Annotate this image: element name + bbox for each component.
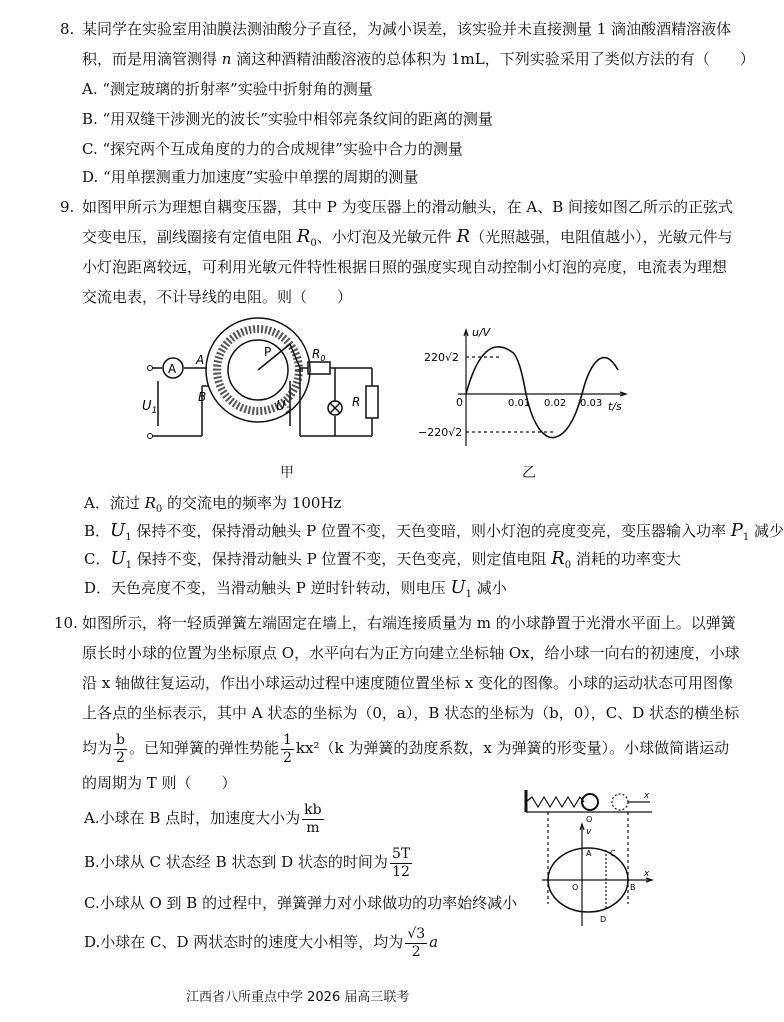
- point-c-label: C: [610, 849, 616, 858]
- x-label-bottom: x: [644, 869, 650, 879]
- u-max-label: 220√2: [424, 351, 460, 364]
- r-label: R: [352, 395, 361, 409]
- q9-line2: 交变电压，副线圈接有定值电阻 $R_0$、小灯泡及光敏元件 R（光照越强，电阻值越小），光敏元件与: [82, 226, 733, 249]
- origin-label: 0: [456, 396, 463, 409]
- q9-option-b: B．$U_1$ 保持不变，保持滑动触头 P 位置不变，天色变暗，则小灯泡的亮度变亮，变压器输入功率 $P_1$ 减少: [84, 520, 784, 543]
- point-a-label: A: [586, 849, 592, 858]
- q8-option-a: A. “测定玻璃的折射率”实验中折射角的测量: [82, 80, 373, 98]
- ammeter-label: A: [168, 362, 177, 376]
- q8-stem-line1: 某同学在实验室用油膜法测油酸分子直径，为减小误差，该实验并未直接测量 1 滴油酸酒精溶液体: [82, 20, 732, 38]
- ball-dashed: [612, 794, 628, 810]
- q9-option-d: D．天色亮度不变，当滑动触头 P 逆时针转动，则电压 $U_1$ 减小: [84, 577, 507, 600]
- tick-001: 0.01: [508, 398, 531, 409]
- slider-p-label: P: [264, 345, 272, 359]
- u-axis-label: u/V: [472, 326, 491, 339]
- v-label: v: [586, 827, 592, 837]
- q10-option-c: C.小球从 O 到 B 的过程中，弹簧弹力对小球做功的功率始终减小: [84, 894, 518, 912]
- u2-label: $U_2$: [276, 399, 292, 416]
- sine-curve: [466, 347, 618, 438]
- r0-resistor: [308, 362, 330, 374]
- q9-option-a: A．流过 $R_0$ 的交流电的频率为 100Hz: [84, 494, 342, 515]
- q8-option-b: B. “用双缝干涉测光的波长”实验中相邻亮条纹间的距离的测量: [82, 110, 493, 128]
- q9-number: 9.: [60, 198, 75, 216]
- tick-003: 0.03: [580, 398, 603, 409]
- u1-label: $U_1$: [142, 399, 158, 416]
- q9-option-c: C．$U_1$ 保持不变，保持滑动触头 P 位置不变，天色变亮，则定值电阻 $R_0$ 消耗的功率变大: [84, 548, 681, 571]
- q10-line4: 上各点的坐标表示，其中 A 状态的坐标为（0，a），B 状态的坐标为（b，0），C、D 状态的横坐标: [82, 704, 740, 722]
- u-min-label: −220√2: [418, 426, 463, 439]
- o-label-top: O: [586, 815, 593, 824]
- q9-line1: 如图甲所示为理想自耦变压器，其中 P 为变压器上的滑动触头，在 A、B 间接如图乙所示的正弦式: [82, 198, 734, 216]
- ball: [582, 794, 598, 810]
- figure-jia-caption: 甲: [280, 465, 294, 481]
- q10-line5: 均为 $\frac{b}{2}$ 。已知弹簧的弹性势能 $\frac{1}{2}$ kx²（k 为弹簧的劲度系数，x 为弹簧的形变量）。小球做简谐运动: [82, 731, 730, 766]
- terminal-b-label: B: [198, 390, 207, 404]
- q10-number: 10.: [54, 614, 78, 632]
- point-d-label: D: [600, 915, 607, 924]
- r0-label: $R_0$: [312, 347, 326, 363]
- q9-line3: 小灯泡距离较远，可利用光敏元件特性根据日照的强度实现自动控制小灯泡的亮度，电流表为理想: [82, 258, 728, 276]
- q10-line2: 原长时小球的位置为坐标原点 O，水平向右为正方向建立坐标轴 Ox，给小球一向右的初速度，小球: [82, 644, 740, 662]
- page-footer: 江西省八所重点中学 2026 届高三联考: [186, 990, 410, 1005]
- q10-option-b: B.小球从 C 状态经 B 状态到 D 状态的时间为 $\frac{5T}{12}$: [84, 845, 411, 880]
- q10-line1: 如图所示，将一轻质弹簧左端固定在墙上，右端连接质量为 m 的小球静置于光滑水平面上。以弹簧: [82, 614, 736, 632]
- t-axis-label: t/s: [608, 400, 622, 413]
- q8-stem-line2: 积，而是用滴管测得 n 滴这种酒精油酸溶液的总体积为 1mL，下列实验采用了类似方法的有（ ）: [82, 50, 755, 68]
- point-b-label: B: [630, 883, 636, 892]
- figure-yi-caption: 乙: [522, 465, 536, 481]
- q8-option-d: D. “用单摆测重力加速度”实验中单摆的周期的测量: [82, 168, 419, 186]
- tick-002: 0.02: [544, 398, 567, 409]
- photoresistor: [366, 386, 378, 418]
- spring-phase-figure: [520, 784, 660, 934]
- q8-number: 8.: [60, 20, 75, 38]
- o-label-bottom: O: [572, 883, 579, 892]
- q10-option-d: D.小球在 C、D 两状态时的速度大小相等，均为 $\frac{√3}{2}$ a: [84, 925, 439, 960]
- q10-line6: 的周期为 T 则（ ）: [82, 774, 237, 792]
- transformer-circuit-figure: [140, 306, 390, 456]
- q9-line4: 交流电表，不计导线的电阻。则（ ）: [82, 288, 353, 306]
- q10-option-a: A.小球在 B 点时，加速度大小为 $\frac{kb}{m}$: [84, 801, 322, 836]
- sine-voltage-figure: [418, 322, 638, 450]
- q8-option-c: C. “探究两个互成角度的力的合成规律”实验中合力的测量: [82, 140, 463, 158]
- q10-line3: 沿 x 轴做往复运动，作出小球运动过程中速度随位置坐标 x 变化的图像。小球的运动状态可用图像: [82, 674, 733, 692]
- terminal-a-label: A: [196, 353, 205, 367]
- spring: [526, 797, 584, 807]
- x-label-top: x: [644, 791, 650, 801]
